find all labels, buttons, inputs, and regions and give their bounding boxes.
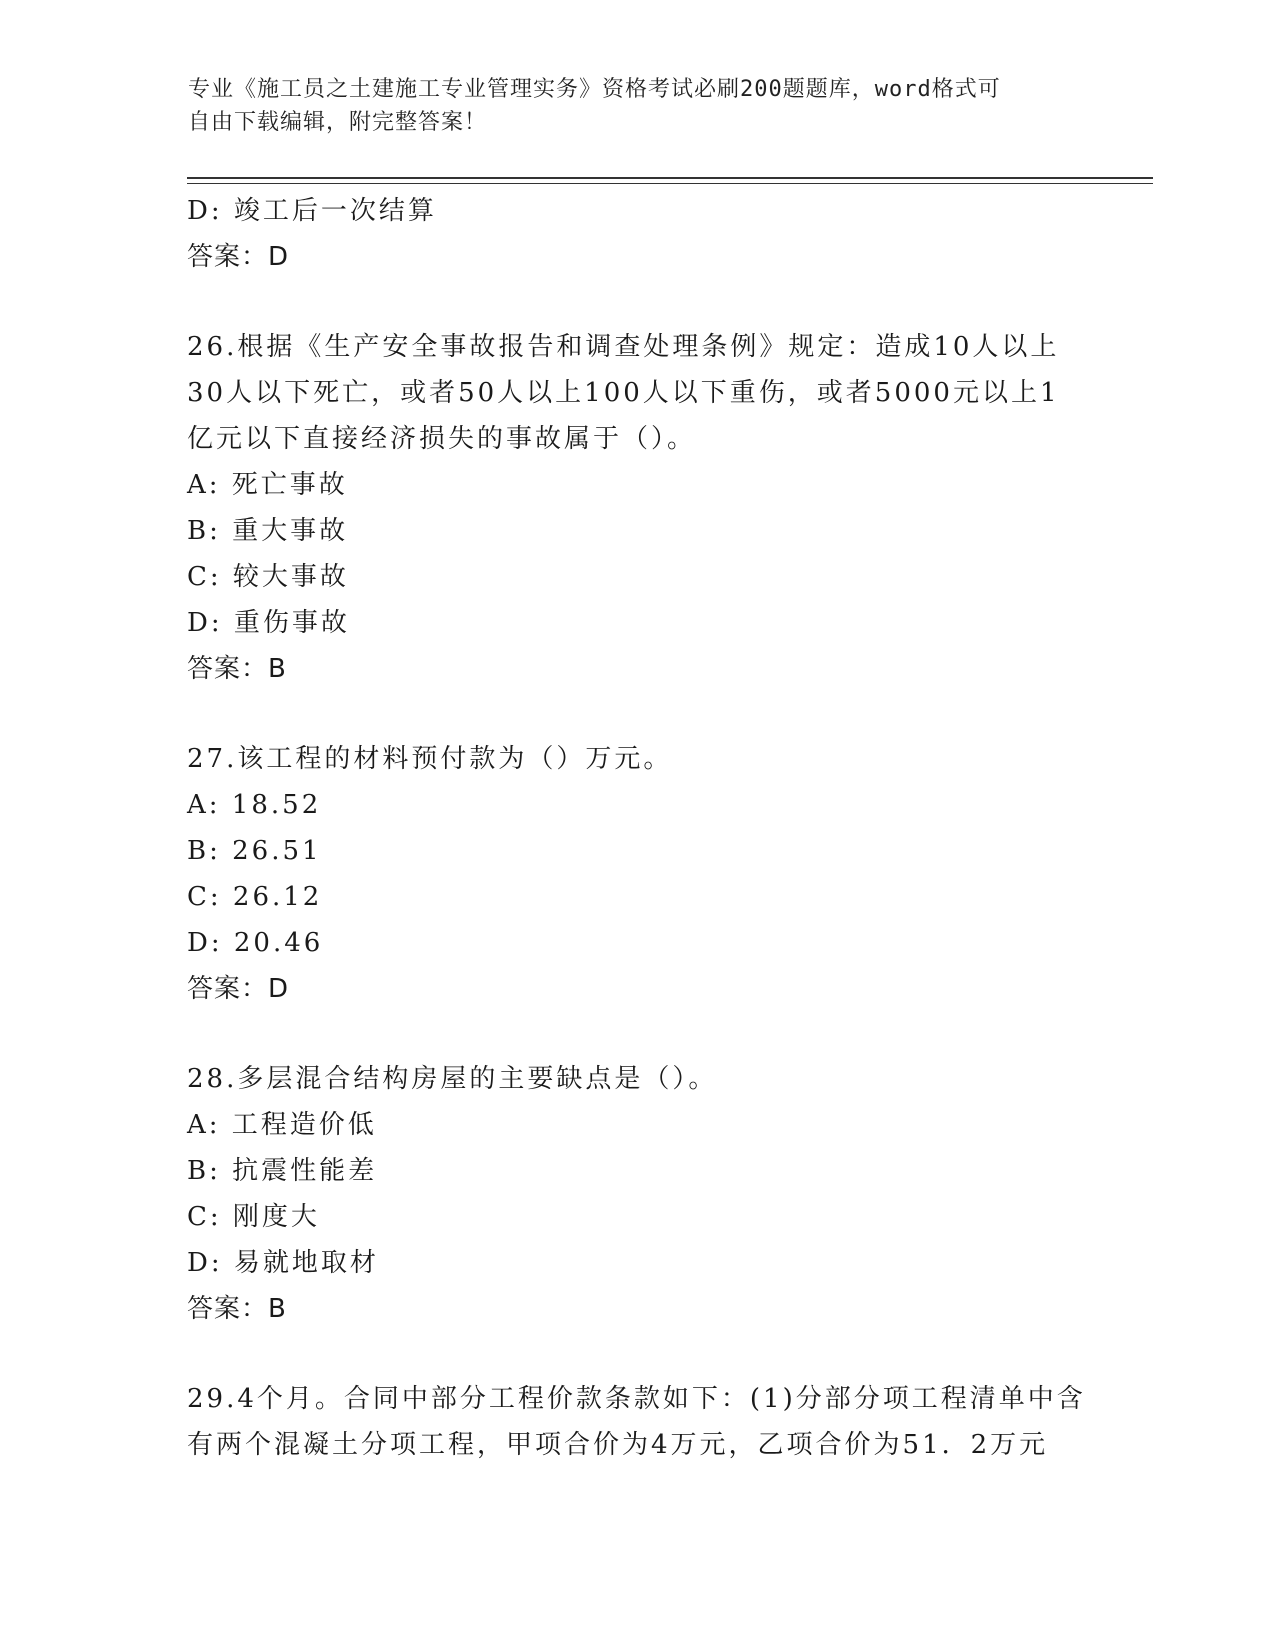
- option-c: C: 26.12: [187, 882, 323, 912]
- option-d: D: 重伤事故: [187, 608, 350, 638]
- question-27: [187, 736, 1087, 1012]
- question-28: [187, 1056, 1087, 1332]
- answer-line: 答案：D: [187, 242, 290, 272]
- question-stem: 27.该工程的材料预付款为（）万元。: [187, 744, 673, 774]
- option-d: D: 易就地取材: [187, 1248, 379, 1278]
- option-d: D: 竣工后一次结算: [187, 196, 437, 226]
- answer-line: 答案：B: [187, 654, 287, 684]
- document-header: [188, 73, 1068, 139]
- option-b: B: 重大事故: [187, 516, 349, 546]
- option-a: A: 18.52: [187, 790, 322, 820]
- question-25-tail: [187, 188, 1087, 280]
- option-d: D: 20.46: [187, 928, 324, 958]
- option-c: C: 较大事故: [187, 562, 349, 592]
- option-c: C: 刚度大: [187, 1202, 320, 1232]
- question-29: [187, 1376, 1087, 1468]
- option-a: A: 工程造价低: [187, 1110, 377, 1140]
- header-line-1: 专业《施工员之土建施工专业管理实务》资格考试必刷200题题库，word格式可: [188, 77, 1001, 102]
- header-divider-thick: [187, 177, 1153, 179]
- option-b: B: 26.51: [187, 836, 322, 866]
- question-stem: 28.多层混合结构房屋的主要缺点是（）。: [187, 1064, 718, 1094]
- question-stem: 29.4个月。合同中部分工程价款条款如下：(1)分部分项工程清单中含: [187, 1384, 1086, 1414]
- question-26: [187, 324, 1087, 692]
- option-a: A: 死亡事故: [187, 470, 348, 500]
- option-b: B: 抗震性能差: [187, 1156, 378, 1186]
- question-stem: 有两个混凝土分项工程，甲项合价为4万元，乙项合价为51．2万元: [187, 1430, 1049, 1460]
- header-divider-thin: [187, 183, 1153, 184]
- question-list: [187, 188, 1087, 1468]
- question-stem: 26.根据《生产安全事故报告和调查处理条例》规定：造成10人以上: [187, 332, 1060, 362]
- header-line-2: 自由下载编辑，附完整答案！: [188, 110, 488, 135]
- question-stem: 30人以下死亡，或者50人以上100人以下重伤，或者5000元以上1: [187, 378, 1060, 408]
- answer-line: 答案：D: [187, 974, 290, 1004]
- question-stem: 亿元以下直接经济损失的事故属于（）。: [187, 424, 697, 454]
- answer-line: 答案：B: [187, 1294, 287, 1324]
